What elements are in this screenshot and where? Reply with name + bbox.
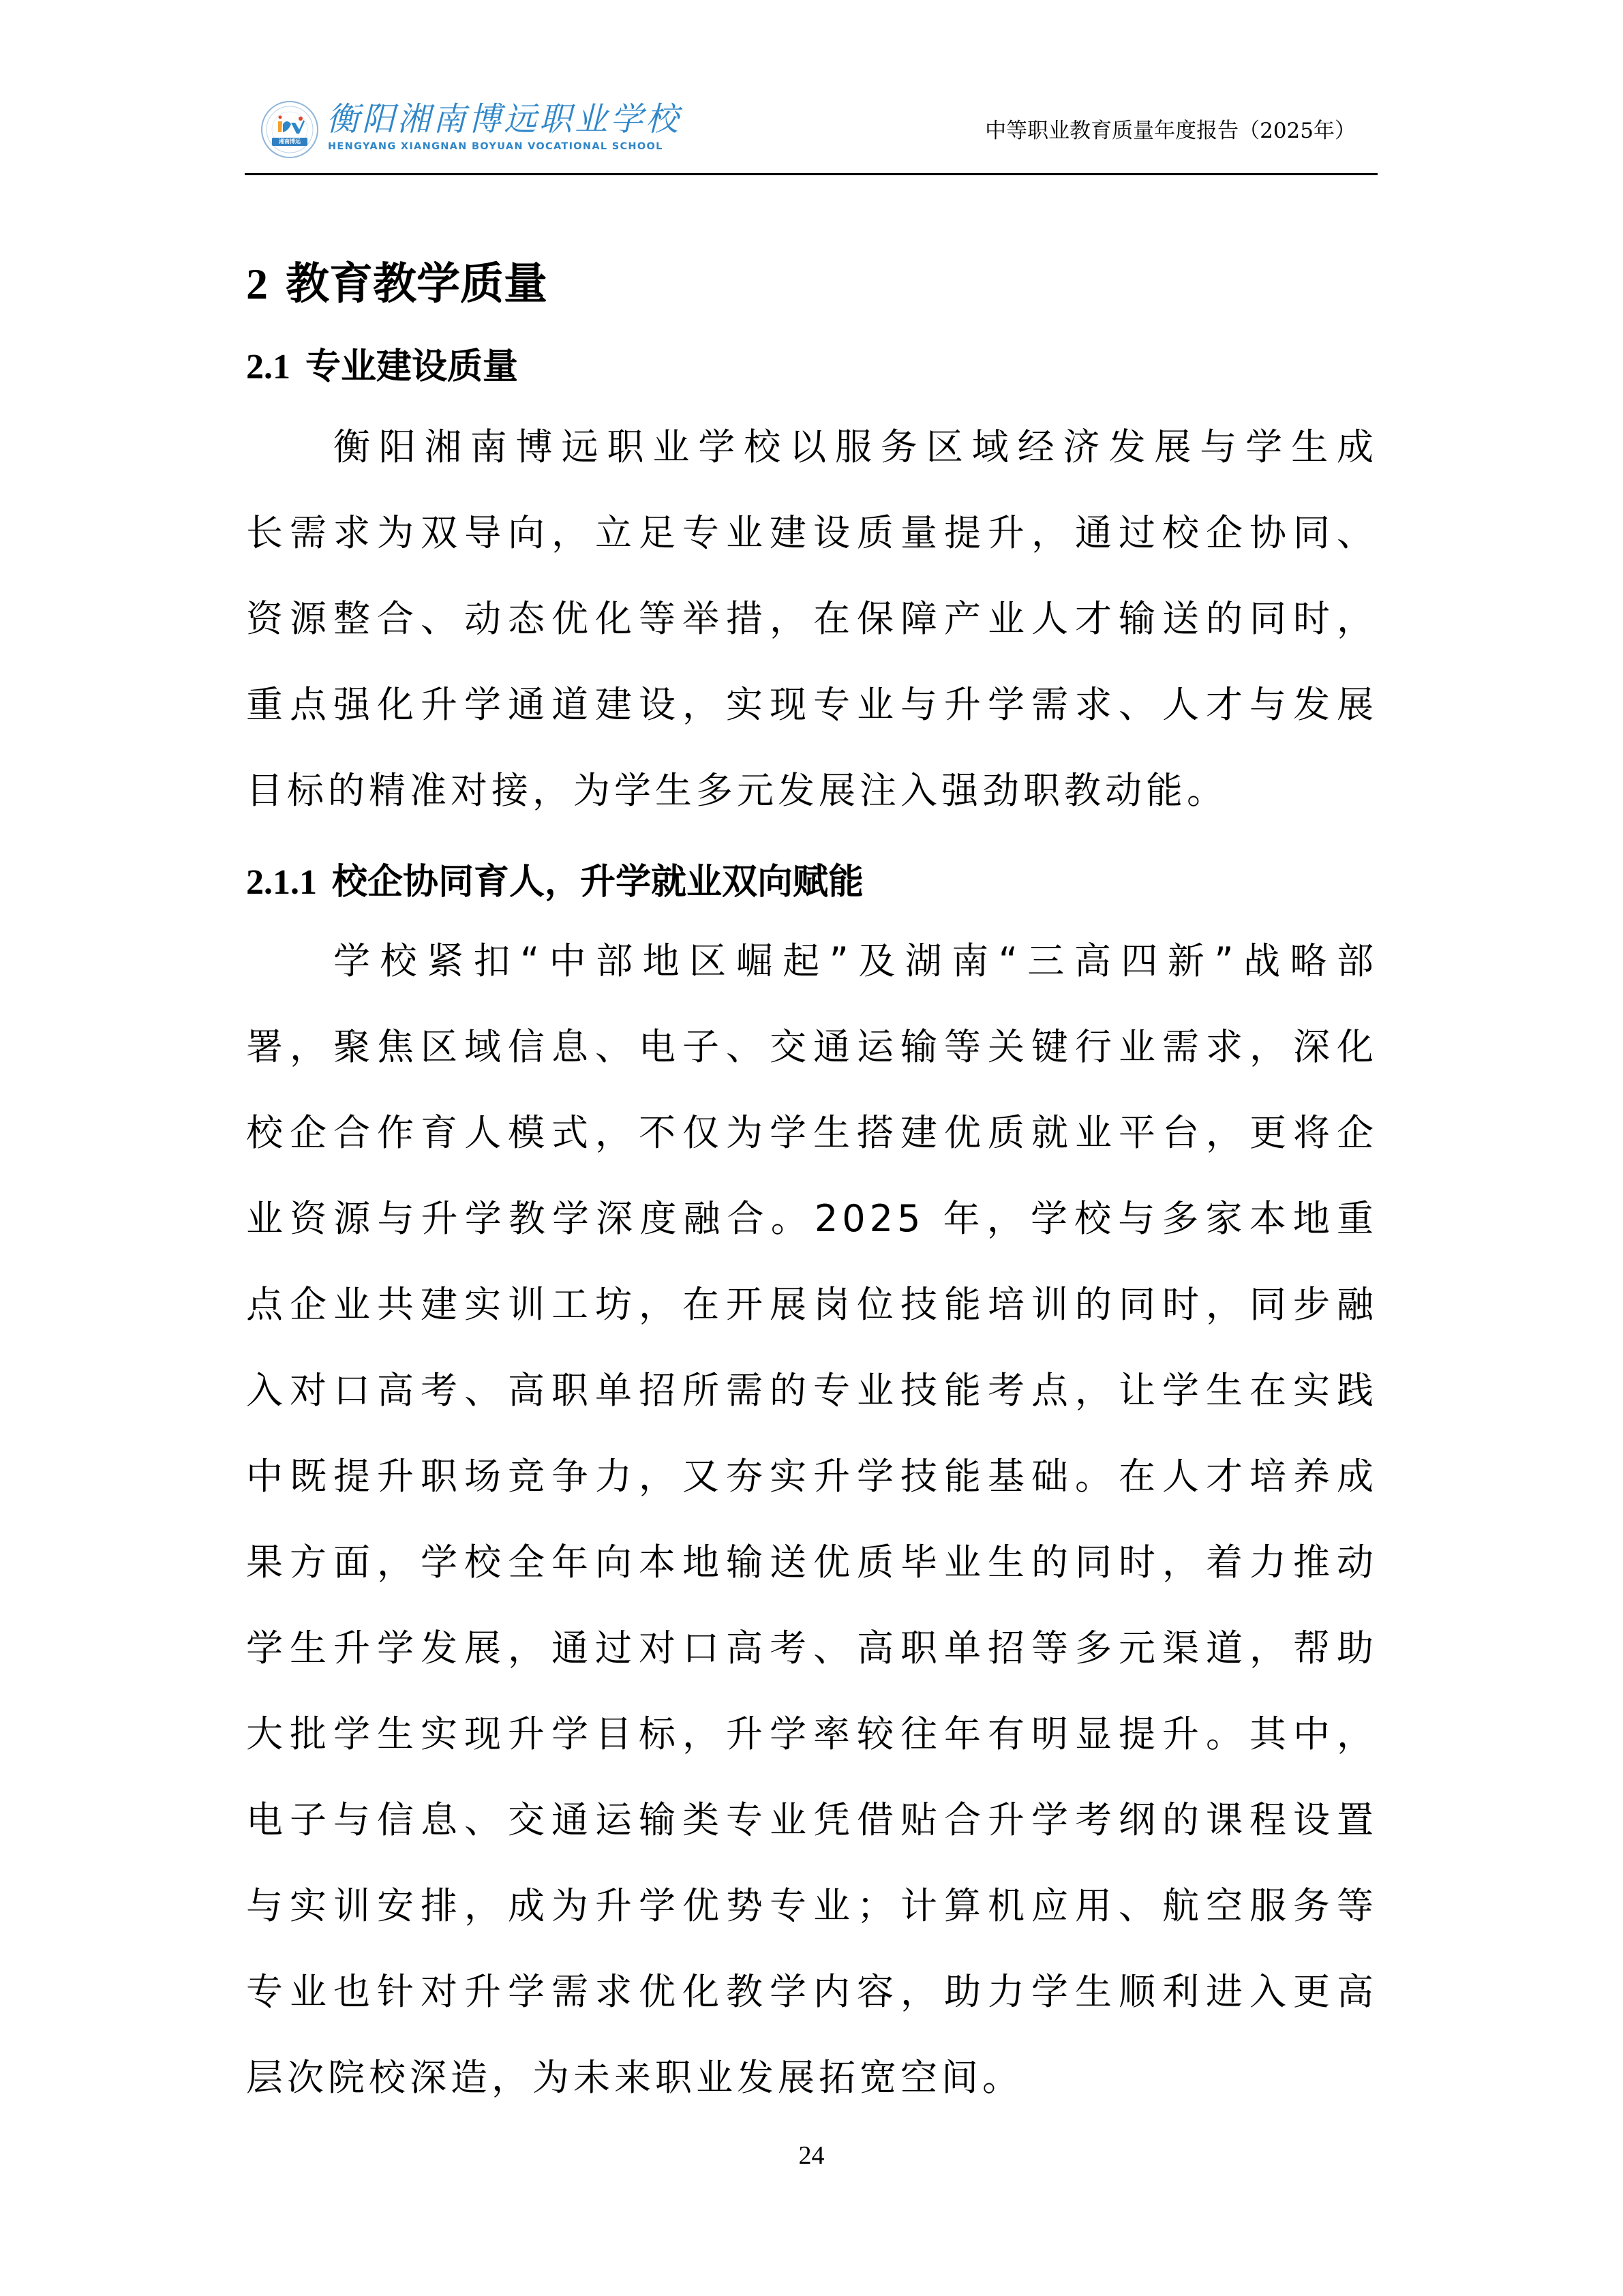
paragraph-line: 衡阳湘南博远职业学校以服务区域经济发展与学生成 [333,425,1378,468]
paragraph-line: 业资源与升学教学深度融合。2025 年，学校与多家本地重 [246,1197,1378,1240]
paragraph-line: 专业也针对升学需求优化教学内容，助力学生顺利进入更高 [246,1970,1378,2013]
paragraph-line: 学校紧扣“中部地区崛起”及湖南“三高四新”战略部 [333,939,1378,982]
paragraph-line: 入对口高考、高职单招所需的专业技能考点，让学生在实践 [246,1369,1378,1412]
subsection-heading [246,341,518,393]
emblem-label: 湘南博远 [272,138,307,146]
paragraph-line: 资源整合、动态优化等举措，在保障产业人才输送的同时， [246,597,1378,640]
school-emblem-icon [261,101,318,158]
subsection-number: 2.1 [246,348,290,387]
paragraph-line: 中既提升职场竞争力，又夯实升学技能基础。在人才培养成 [246,1455,1378,1498]
page-number: 24 [798,2141,825,2170]
subsection-title: 专业建设质量 [305,346,519,387]
subsubsection-number: 2.1.1 [246,863,317,902]
section-title: 教育教学质量 [286,259,547,309]
subsubsection-title: 校企协同育人，升学就业双向赋能 [332,862,864,903]
paragraph-line: 电子与信息、交通运输类专业凭借贴合升学考纲的课程设置 [246,1798,1378,1841]
school-name-en: HENGYANG XIANGNAN BOYUAN VOCATIONAL SCHOOL [328,141,663,152]
paragraph-line: 长需求为双导向，立足专业建设质量提升，通过校企协同、 [246,511,1378,554]
paragraph-line: 层次院校深造，为未来职业发展拓宽空间。 [246,2056,1023,2099]
paragraph-line: 与实训安排，成为升学优势专业；计算机应用、航空服务等 [246,1884,1378,1927]
page-header [245,89,1378,176]
school-name-cn: 衡阳湘南博远职业学校 [327,100,682,138]
paragraph-line: 点企业共建实训工坊，在开展岗位技能培训的同时，同步融 [246,1283,1378,1326]
school-logo [256,97,682,165]
paragraph-line: 果方面，学校全年向本地输送优质毕业生的同时，着力推动 [246,1541,1378,1584]
header-divider [245,173,1378,175]
paragraph-line: 学生升学发展，通过对口高考、高职单招等多元渠道，帮助 [246,1627,1378,1670]
section-number: 2 [246,260,268,308]
emblem-mark-icon [276,115,305,135]
paragraph-line: 校企合作育人模式，不仅为学生搭建优质就业平台，更将企 [246,1111,1378,1154]
paragraph-line: 署，聚焦区域信息、电子、交通运输等关键行业需求，深化 [246,1025,1378,1068]
subsubsection-heading [246,856,864,909]
report-title: 中等职业教育质量年度报告（2025年） [985,119,1356,143]
paragraph-line: 目标的精准对接，为学生多元发展注入强劲职教动能。 [246,769,1228,812]
section-heading [246,254,547,315]
paragraph-line: 大批学生实现升学目标，升学率较往年有明显提升。其中， [246,1712,1378,1755]
paragraph-line: 重点强化升学通道建设，实现专业与升学需求、人才与发展 [246,683,1378,726]
